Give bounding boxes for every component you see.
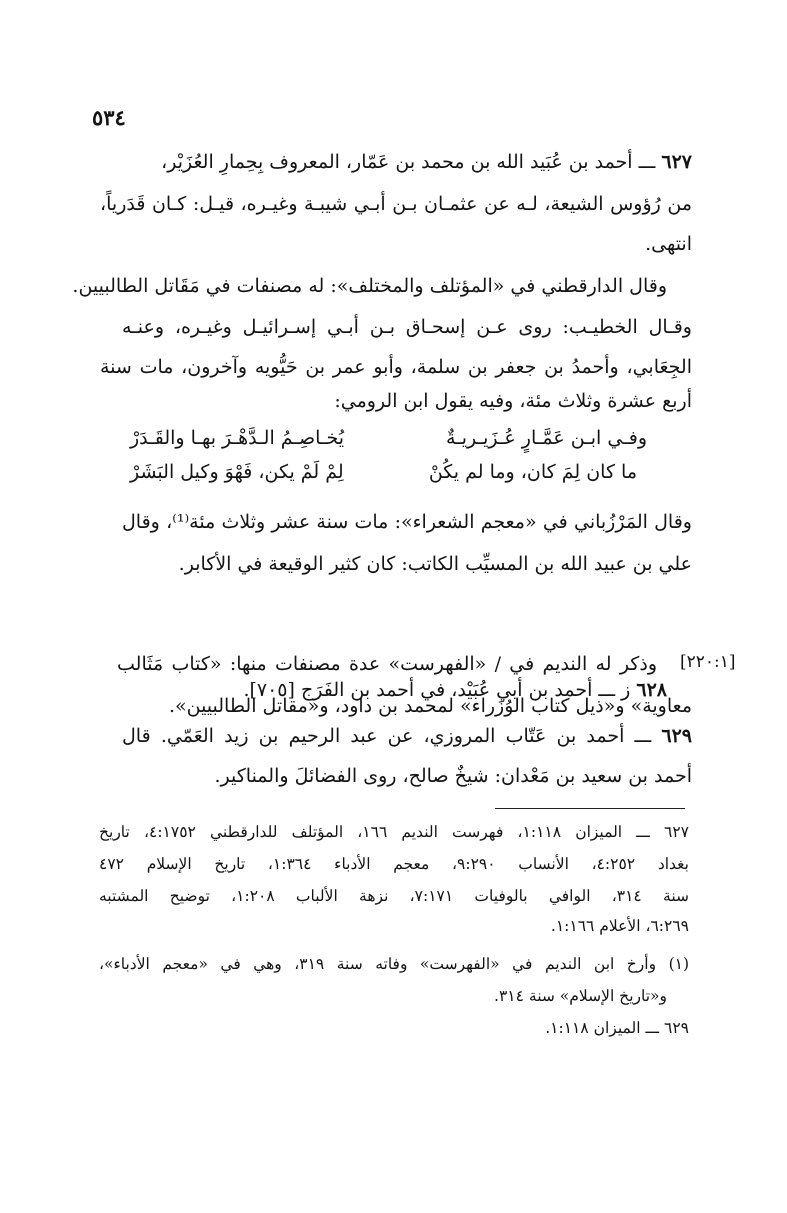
entry-629-line-2: أحمد بن سعيد بن مَعْدان: شيخٌ صالح، روى الفضائلَ والمناكير.	[214, 765, 692, 787]
entry-627-line-10: وذكر له النديم في / «الفهرست» عدة مصنفات منها: «كتاب مَثَالب	[117, 653, 657, 675]
poem-verse-1-right: وفـي ابـن عَمَّـارٍ عُـزَيـريـةٌ	[446, 427, 647, 449]
entry-627-line-8: وقال المَرْزُباني في «معجم الشعراء»: مات سنة عشر وثلاث مئة⁽¹⁾، وقال	[122, 511, 692, 533]
poem-verse-1-left: يُخـاصِـمُ الـدَّهْـرَ بهـا والقَـدَرْ	[130, 427, 345, 449]
entry-627-line-3: انتهى.	[645, 233, 692, 255]
entry-627-number: ٦٢٧	[661, 151, 692, 173]
footnote-1-line-1: (١) وأرخ ابن النديم في «الفهرست» وفاته سنة ٣١٩، وهي في «معجم الأدباء»،	[99, 955, 690, 973]
entry-629-number: ٦٢٩	[661, 725, 692, 747]
entry-627-line-2: من رُؤوس الشيعة، لـه عن عثمـان بـن أبـي شيبـة وغيـره، قيـل: كـان قَدَرياً،	[100, 193, 692, 215]
entry-627-line-1	[102, 148, 692, 176]
poem-verse-2-right: ما كان لِمَ كان، وما لم يكُنْ	[428, 461, 637, 483]
entry-629-line-1	[122, 722, 692, 750]
entry-627-line-7: أربع عشرة وثلاث مئة، وفيه يقول ابن الرومي:	[334, 390, 692, 412]
footnote-627-line-2: بغداد ٤:٢٥٢، الأنساب ٩:٢٩٠، معجم الأدباء ١:٣٦٤، تاريخ الإسلام ٤٧٢	[99, 855, 689, 873]
entry-627-line-9: علي بن عبيد الله بن المسيِّب الكاتب: كان كثير الوقيعة في الأكابر.	[178, 553, 692, 575]
footnote-627-line-3: سنة ٣١٤، الوافي بالوفيات ٧:١٧١، نزهة الألباب ١:٢٠٨، توضيح المشتبه	[99, 887, 689, 905]
entry-627-line-5: وقـال الخطيـب: روى عـن إسحـاق بـن أبـي إسـرائيـل وغيـره، وعنـه	[122, 316, 692, 338]
entry-629-line-1-text: ـــ أحمد بن عَتّاب المروزي، عن عبد الرحيم بن زيد العَمّي. قال	[122, 725, 652, 747]
page-number: ٥٣٤	[92, 105, 126, 130]
footnote-627-line-4: ٦:٢٦٩، الأعلام ١:١٦٦.	[550, 917, 689, 935]
entry-627-line-6: الجِعَابي، وأحمدُ بن جعفر بن سلمة، وأبو عمر بن حَيُّويه وآخرون، مات سنة	[100, 356, 692, 378]
entry-628	[243, 676, 667, 704]
entry-627-line-1-text: ـــ أحمد بن عُبَيد الله بن محمد بن عَمّار، المعروف بِحِمارِ العُزَيْر،	[161, 151, 656, 173]
entry-628-number: ٦٢٨	[636, 679, 667, 701]
entry-627-line-4: وقال الدارقطني في «المؤتلف والمختلف»: له مصنفات في مَقَاتل الطالبيين.	[72, 275, 667, 297]
footnote-1-line-2: و«تاريخ الإسلام» سنة ٣١٤.	[494, 987, 667, 1005]
poem-verse-2-left: لِمْ لَمْ يكن، فَهْوَ وكيل البَشَرْ	[130, 461, 344, 483]
margin-reference: [٢٢٠:١]	[680, 652, 736, 672]
entry-628-text: ز ـــ أحمد بن أبي عُبَيْد، في أحمد بن الفَرَج [٧٠٥].	[243, 679, 631, 701]
footnote-separator	[495, 808, 685, 809]
footnote-629: ٦٢٩ ـــ الميزان ١:١١٨.	[545, 1019, 689, 1037]
entry-627-line-11: معاوية» و«ذيل كتاب الوُزَراء» لمحمد بن داود، و«مقاتل الطالبيين».	[168, 695, 692, 717]
footnote-627-line-1: ٦٢٧ ـــ الميزان ١:١١٨، فهرست النديم ١٦٦، المؤتلف للدارقطني ٤:١٧٥٢، تاريخ	[99, 823, 689, 841]
